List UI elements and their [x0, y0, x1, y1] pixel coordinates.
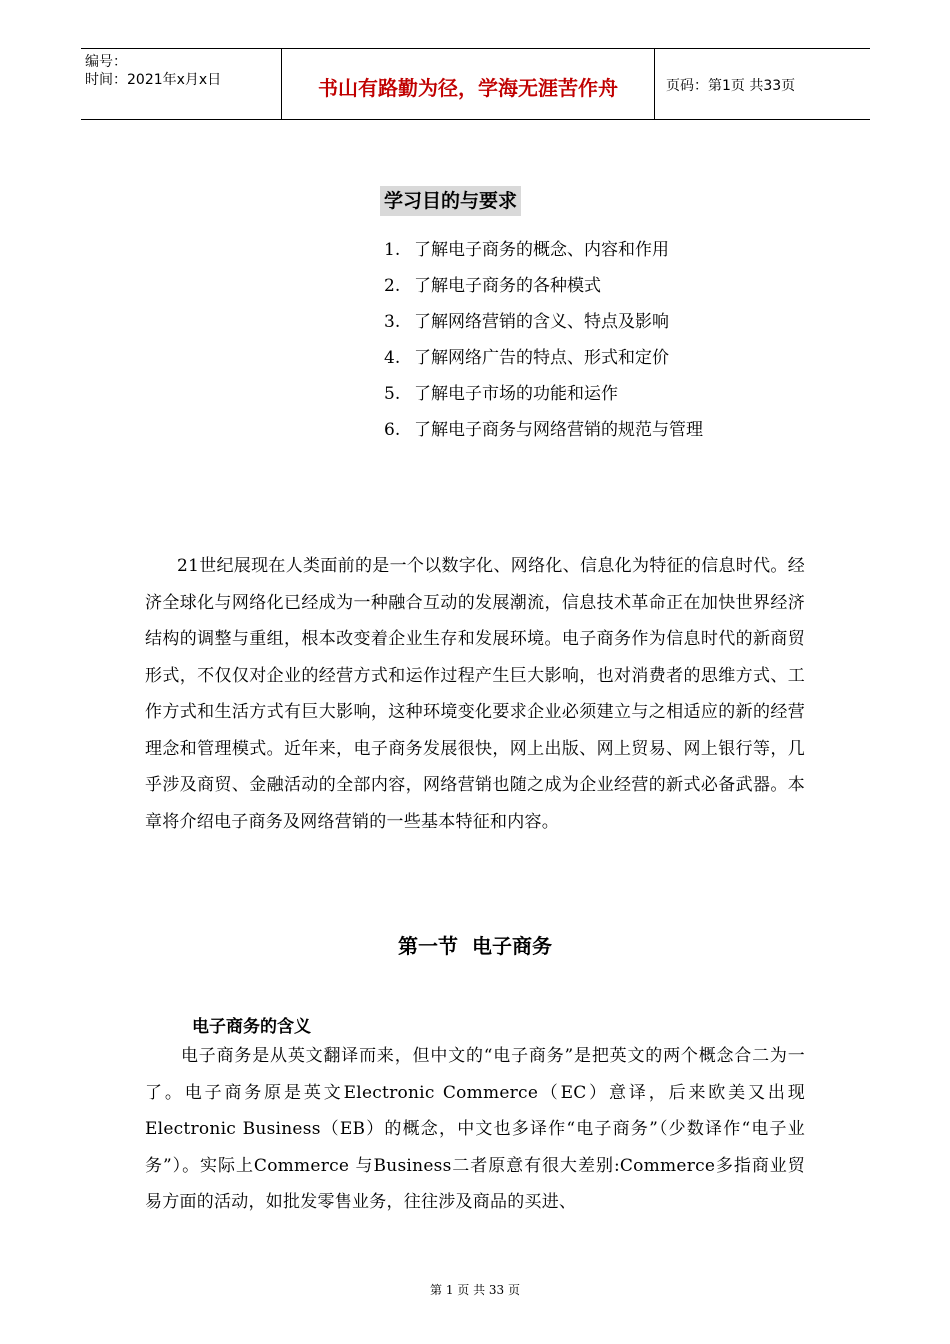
- header-motto: 书山有路勤为径，学海无涯苦作舟: [318, 76, 618, 100]
- page-header: [81, 48, 870, 120]
- goal-item: [384, 236, 703, 272]
- goal-number: 6.: [384, 420, 401, 440]
- goals-list: [384, 236, 703, 452]
- goals-heading: 学习目的与要求: [380, 186, 521, 216]
- goal-item: [384, 380, 703, 416]
- goal-text: 了解电子商务的概念、内容和作用: [414, 240, 669, 260]
- document-number-label: 编号：: [85, 54, 127, 70]
- goal-number: 5.: [384, 384, 401, 404]
- section-title: 第一节 电子商务: [398, 934, 552, 958]
- goal-number: 2.: [384, 276, 401, 296]
- goal-item: [384, 344, 703, 380]
- goal-number: 4.: [384, 348, 401, 368]
- section-paragraph: 电子商务是从英文翻译而来，但中文的“电子商务”是把英文的两个概念合二为一了。电子商务原是英文Electronic Commerce（EC）意译，后来欧美又出现 Electronic Business（EB）的概念，中文也多译作“电子商务”（少数译作“电子业务”）。实际上Commerce 与Business二者原意有很大差别:Commerce多指商业贸易方面的活动，如批发零售业务，往往涉及商品的买进、: [145, 1046, 805, 1212]
- goal-number: 3.: [384, 312, 401, 332]
- subsection-title: 电子商务的含义: [192, 1017, 311, 1037]
- page-footer: 第 1 页 共 33 页: [430, 1283, 520, 1297]
- goal-text: 了解网络营销的含义、特点及影响: [414, 312, 669, 332]
- intro-paragraph: 21世纪展现在人类面前的是一个以数字化、网络化、信息化为特征的信息时代。经济全球化与网络化已经成为一种融合互动的发展潮流，信息技术革命正在加快世界经济结构的调整与重组，根本改变着企业生存和发展环境。电子商务作为信息时代的新商贸形式，不仅仅对企业的经营方式和运作过程产生巨大影响，也对消费者的思维方式、工作方式和生活方式有巨大影响，这种环境变化要求企业必须建立与之相适应的新的经营理念和管理模式。近年来，电子商务发展很快，网上出版、网上贸易、网上银行等，几乎涉及商贸、金融活动的全部内容，网络营销也随之成为企业经营的新式必备武器。本章将介绍电子商务及网络营销的一些基本特征和内容。: [145, 556, 805, 832]
- goal-number: 1.: [384, 240, 401, 260]
- header-page-cell: [654, 49, 870, 119]
- goal-item: [384, 272, 703, 308]
- header-page-info: 页码：第1页 共33页: [666, 78, 796, 94]
- document-time-label: 时间：2021年x月x日: [85, 72, 222, 88]
- header-motto-cell: [281, 49, 655, 119]
- goal-text: 了解电子商务与网络营销的规范与管理: [414, 420, 703, 440]
- header-info-cell: [81, 49, 281, 119]
- goal-text: 了解电子商务的各种模式: [414, 276, 601, 296]
- goal-text: 了解电子市场的功能和运作: [414, 384, 618, 404]
- goal-item: [384, 308, 703, 344]
- goal-text: 了解网络广告的特点、形式和定价: [414, 348, 669, 368]
- goal-item: [384, 416, 703, 452]
